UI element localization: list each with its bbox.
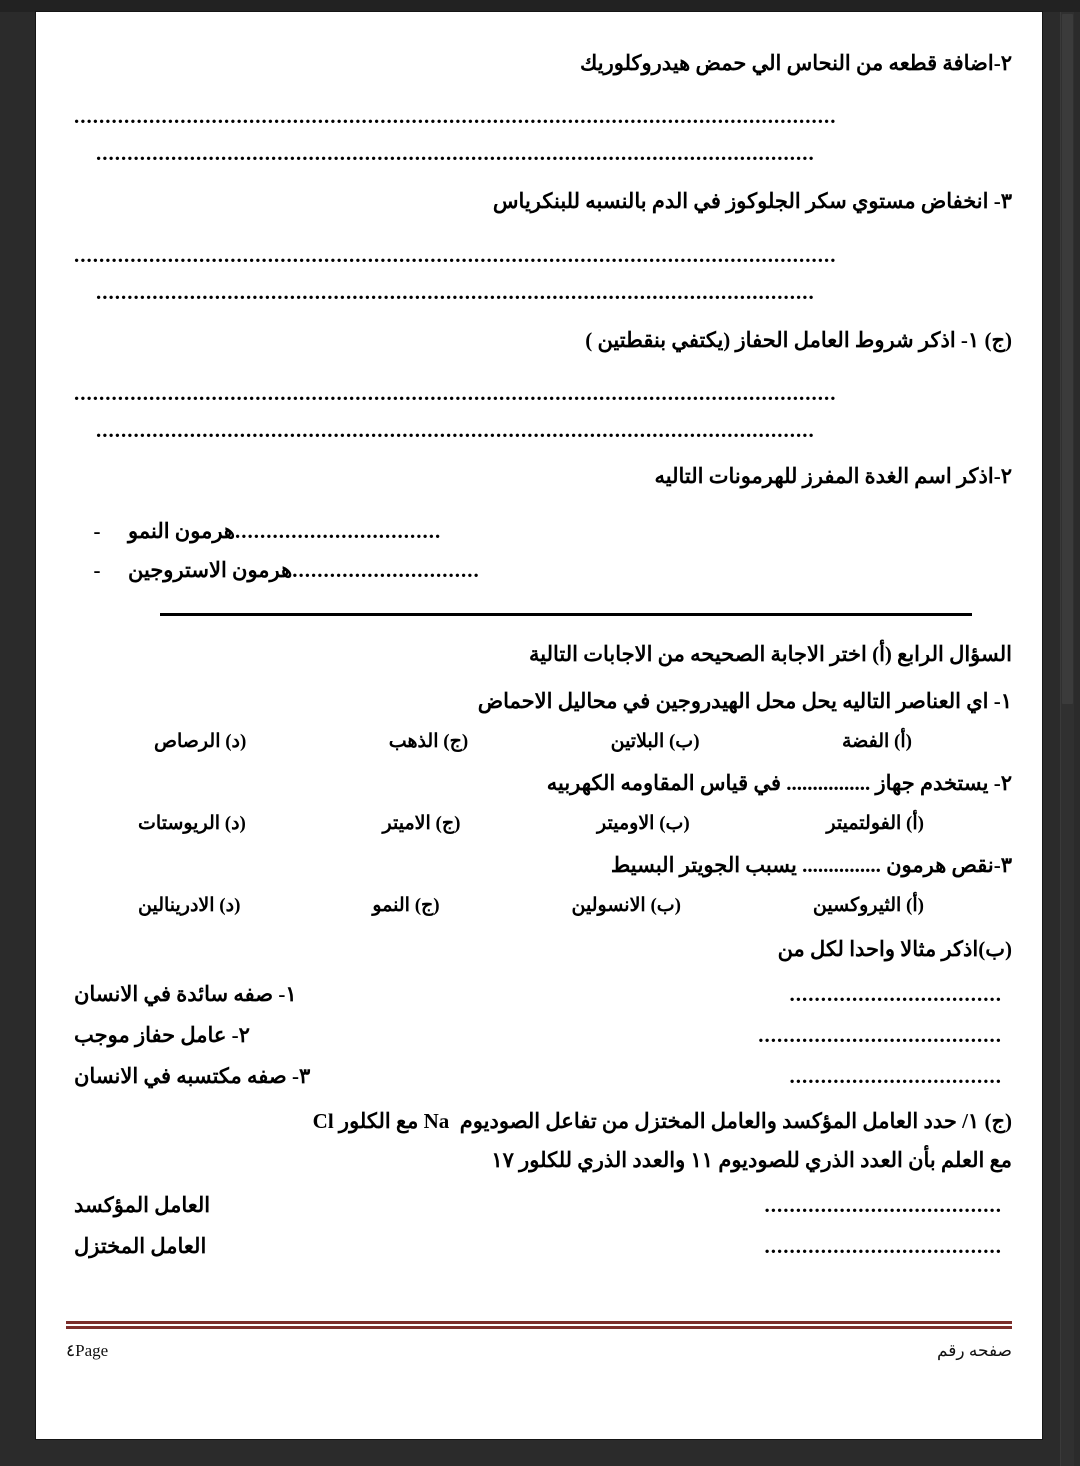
answer-dotted-line[interactable]: ......................................: [764, 1193, 1002, 1217]
question-4-part-c-line-2: مع العلم بأن العدد الذري للصوديوم ١١ والعدد الذري للكلور ١٧: [491, 1148, 1012, 1172]
mcq-3-option-d[interactable]: (د) الادرينالين: [138, 895, 241, 916]
oxidizing-agent-label: العامل المؤكسد: [74, 1193, 211, 1217]
scrollbar-thumb[interactable]: [1062, 14, 1073, 704]
page-footer: [66, 1321, 1012, 1361]
bullet-dash: -: [93, 558, 101, 582]
answer-dotted-line[interactable]: ...................................................................................................................: [96, 281, 815, 303]
mcq-2-options: [74, 812, 1012, 835]
part-b-item: [74, 982, 1012, 1007]
question-4-part-b-heading: (ب)اذكر مثالا واحدا لكل من: [777, 937, 1012, 961]
bullet-dash: -: [93, 519, 101, 543]
redox-answer-row: [74, 1234, 1012, 1259]
list-item: [74, 519, 1012, 544]
answer-dotted-line[interactable]: ......................................: [764, 1234, 1002, 1258]
mcq-3-stem: ٣-نقص هرمون ............... يسبب الجويتر البسيط: [610, 853, 1012, 877]
mcq-3-options: [74, 894, 1012, 917]
viewer-top-edge: [0, 0, 1080, 12]
answer-dotted-line[interactable]: ..........................................................................................................................: [74, 244, 837, 266]
answer-dotted-line[interactable]: ..................................: [789, 1064, 1002, 1088]
question-4-part-c-line-1: (ج) ١/ حدد العامل المؤكسد والعامل المختزل من تفاعل الصوديوم Na مع الكلور Cl: [312, 1109, 1012, 1133]
part-b-item-label: ٢- عامل حفاز موجب: [74, 1023, 250, 1047]
part-b-item: [74, 1064, 1012, 1089]
part-b-item: [74, 1023, 1012, 1048]
mcq-1-option-b[interactable]: (ب) البلاتين: [610, 731, 700, 752]
mcq-1-stem: ١- اي العناصر التاليه يحل محل الهيدروجين في محاليل الاحماض: [477, 689, 1012, 713]
hormone-label: هرمون الاستروجين: [128, 558, 293, 582]
answer-dotted-line[interactable]: .......................................: [758, 1023, 1002, 1047]
vertical-scrollbar[interactable]: [1060, 12, 1074, 1466]
list-item: [74, 558, 1012, 583]
mcq-2-option-b[interactable]: (ب) الاوميتر: [597, 813, 690, 834]
question-4-heading: السؤال الرابع (أ) اختر الاجابة الصحيحه من الاجابات التالية: [529, 642, 1012, 666]
answer-dotted-line[interactable]: ..........................................................................................................................: [74, 382, 837, 404]
mcq-1-option-c[interactable]: (ج) الذهب: [388, 731, 469, 752]
mcq-2-stem: ٢- يستخدم جهاز ................ في قياس المقاومه الكهربيه: [546, 771, 1012, 795]
answer-dotted-line[interactable]: ..........................................................................................................................: [74, 106, 837, 128]
question-3-item-2: ٢-اضافة قطعه من النحاس الي حمض هيدروكلوريك: [580, 51, 1012, 75]
mcq-2-option-c[interactable]: (ج) الاميتر: [382, 813, 461, 834]
mcq-1-option-a[interactable]: (أ) الفضة: [841, 731, 912, 752]
answer-dotted-line[interactable]: ..............................: [292, 558, 480, 582]
mcq-3-option-c[interactable]: (ج) النمو: [372, 895, 440, 916]
footer-text-row: [66, 1341, 1012, 1361]
question-3-part-c-1: (ج) ١- اذكر شروط العامل الحفاز (يكتفي بنقطتين ): [585, 327, 1012, 352]
document-page: [36, 12, 1042, 1439]
reducing-agent-label: العامل المختزل: [74, 1234, 207, 1258]
page-content: [36, 12, 1042, 1439]
footer-page-number: ٤Page: [66, 1341, 109, 1360]
mcq-3-option-b[interactable]: (ب) الانسولين: [571, 895, 681, 916]
part-b-item-label: ١- صفه سائدة في الانسان: [74, 982, 297, 1006]
answer-dotted-line[interactable]: ..................................: [789, 982, 1002, 1006]
answer-dotted-line[interactable]: ...................................................................................................................: [96, 419, 815, 441]
mcq-1-options: [74, 730, 1012, 753]
question-3-part-c-2: ٢-اذكر اسم الغدة المفرز للهرمونات التاليه: [654, 463, 1012, 488]
footer-rule: [66, 1326, 1012, 1329]
mcq-2-option-a[interactable]: (أ) الفولتميتر: [826, 813, 924, 834]
question-3-item-3: ٣- انخفاض مستوي سكر الجلوكوز في الدم بالنسبه للبنكرياس: [492, 189, 1012, 214]
hormone-label: هرمون النمو: [128, 519, 235, 543]
mcq-2-option-d[interactable]: (د) الريوستات: [138, 813, 246, 834]
footer-page-note: صفحه رقم: [936, 1341, 1012, 1360]
mcq-3-option-a[interactable]: (أ) الثيروكسين: [812, 895, 924, 916]
redox-answer-row: [74, 1193, 1012, 1218]
answer-dotted-line[interactable]: .................................: [235, 519, 442, 543]
answer-dotted-line[interactable]: ...................................................................................................................: [96, 143, 815, 165]
mcq-1-option-d[interactable]: (د) الرصاص: [154, 731, 247, 752]
part-b-item-label: ٣- صفه مكتسبه في الانسان: [74, 1064, 311, 1088]
